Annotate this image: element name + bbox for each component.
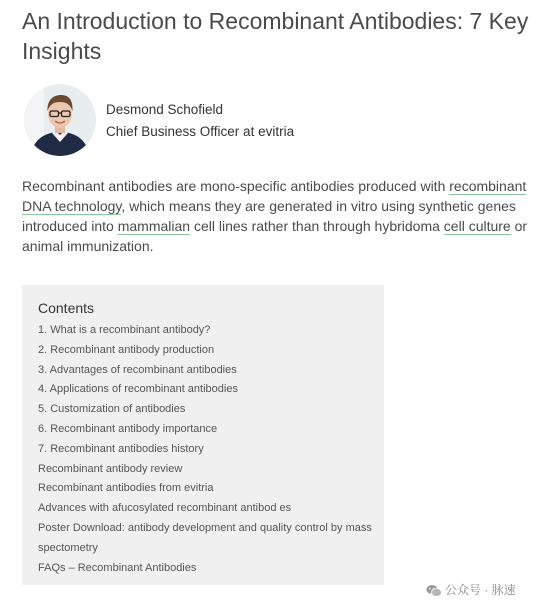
toc-link-poster-download[interactable]: Poster Download: antibody development and quality control by mass spectometry [38,521,372,554]
toc-item [38,420,378,440]
person-photo-icon [24,84,96,156]
author-role: Chief Business Officer at evitria [106,124,295,139]
toc-link-applications[interactable]: 4. Applications of recombinant antibodies [38,383,238,396]
intro-text: cell lines rather than through hybridoma [190,218,444,234]
toc-link-afucosylated[interactable]: Advances with afucosylated recombinant antibod es [38,502,292,515]
toc-link-from-evitria[interactable]: Recombinant antibodies from evitria [38,482,214,495]
intro-text: Recombinant antibodies are mono-specific antibodies produced with [22,178,450,194]
toc-link-customization[interactable]: 5. Customization of antibodies [38,403,186,416]
intro-text: or animal immunization. [22,218,528,254]
toc-item [38,321,378,341]
toc-title: Contents [38,300,95,316]
article-title: An Introduction to Recombinant Antibodies: 7 Key Insights [22,8,529,64]
wechat-watermark [426,581,546,601]
toc-item [38,341,378,361]
toc-item [38,460,378,480]
toc-link-production[interactable]: 2. Recombinant antibody production [38,343,215,356]
toc-link-review[interactable]: Recombinant antibody review [38,462,183,475]
toc-item [38,499,378,519]
toc-item [38,361,378,381]
author-block [24,84,424,158]
author-name: Desmond Schofield [106,102,224,117]
toc-link-history[interactable]: 7. Recombinant antibodies history [38,442,204,455]
toc-item [38,400,378,420]
toc-link-advantages[interactable]: 3. Advantages of recombinant antibodies [38,363,237,376]
author-avatar [24,84,96,156]
table-of-contents [22,285,384,585]
toc-item [38,559,378,579]
link-cell-culture[interactable]: cell culture [443,218,511,234]
toc-list [38,321,378,578]
toc-item [38,380,378,400]
toc-item [38,519,378,559]
intro-text: , which means they are generated in vitro using synthetic genes introduced into [22,198,516,234]
wechat-icon [426,584,442,598]
intro-paragraph [22,176,532,256]
toc-link-faqs[interactable]: FAQs – Recombinant Antibodies [38,561,197,574]
toc-item [38,479,378,499]
link-mammalian[interactable]: mammalian [117,218,191,234]
toc-link-what-is[interactable]: 1. What is a recombinant antibody? [38,324,211,336]
link-recombinant-dna-technology[interactable]: recombinant DNA technology [22,178,527,214]
toc-item [38,440,378,460]
toc-link-importance[interactable]: 6. Recombinant antibody importance [38,422,218,435]
watermark-text: 公众号 · 脉速 [445,583,516,597]
